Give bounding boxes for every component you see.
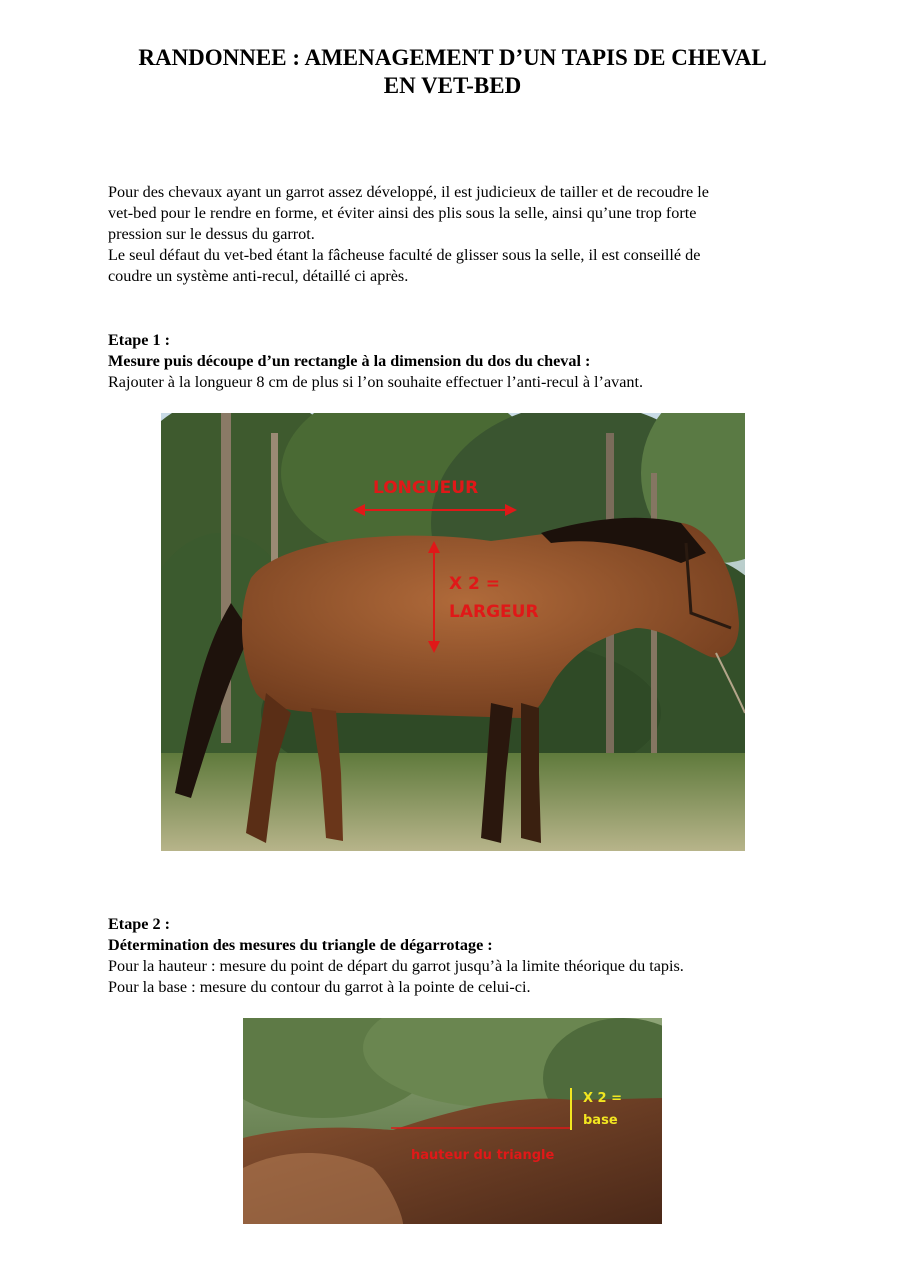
horse-photo [161, 413, 745, 851]
base-label-2: base [583, 1113, 618, 1128]
title-line-2: EN VET-BED [383, 73, 522, 98]
intro-line: vet-bed pour le rendre en forme, et éviter ainsi des plis sous la selle, ainsi qu’une trop forte [108, 204, 697, 222]
step2-heading: Etape 2 : [108, 915, 171, 933]
title-line-1: RANDONNEE : AMENAGEMENT D’UN TAPIS DE CHEVAL [138, 45, 767, 70]
step2-section [108, 914, 808, 998]
base-label-1: X 2 = [583, 1091, 623, 1106]
length-label: LONGUEUR [373, 478, 479, 498]
step2-subheading: Détermination des mesures du triangle de dégarrotage : [108, 936, 493, 954]
width-label-2: LARGEUR [449, 602, 539, 622]
step1-section [108, 330, 808, 393]
step1-text: Rajouter à la longueur 8 cm de plus si l’on souhaite effectuer l’anti-recul à l’avant. [108, 373, 644, 391]
step2-text-2: Pour la base : mesure du contour du garrot à la pointe de celui-ci. [108, 978, 531, 996]
intro-line: coudre un système anti-recul, détaillé ci après. [108, 267, 409, 285]
height-label: hauteur du triangle [411, 1148, 555, 1163]
step1-subheading: Mesure puis découpe d’un rectangle à la dimension du dos du cheval : [108, 352, 591, 370]
intro-paragraph [108, 182, 808, 287]
withers-photo [243, 1018, 662, 1224]
intro-line: Pour des chevaux ayant un garrot assez développé, il est judicieux de tailler et de recoudre le [108, 183, 709, 201]
width-label-1: X 2 = [449, 574, 501, 594]
document-title [60, 44, 845, 100]
step2-text-1: Pour la hauteur : mesure du point de départ du garrot jusqu’à la limite théorique du tapis. [108, 957, 684, 975]
step1-heading: Etape 1 : [108, 331, 171, 349]
intro-line: Le seul défaut du vet-bed étant la fâcheuse faculté de glisser sous la selle, il est conseillé de [108, 246, 701, 264]
intro-line: pression sur le dessus du garrot. [108, 225, 315, 243]
